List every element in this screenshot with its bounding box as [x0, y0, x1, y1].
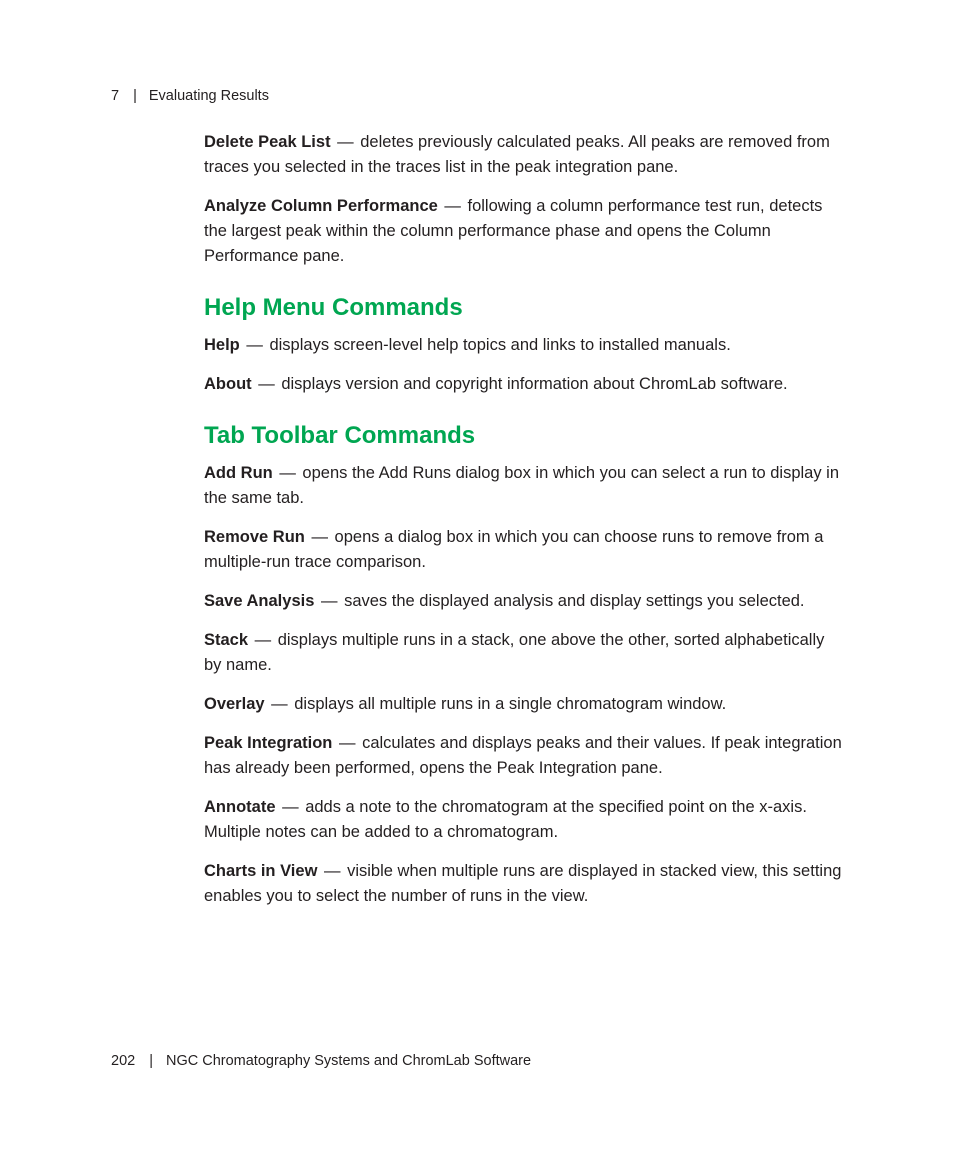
command-description: adds a note to the chromatogram at the specified point on the x-axis. Multiple notes can be added to a chromatogram. [204, 798, 807, 841]
section-heading-help-menu: Help Menu Commands [204, 294, 463, 321]
command-term: Analyze Column Performance [204, 197, 438, 215]
command-entry-peak-integration [204, 731, 844, 781]
chapter-number: 7 [111, 88, 120, 104]
command-term: Save Analysis [204, 592, 315, 610]
running-footer [111, 1052, 531, 1070]
command-entry-delete-peak-list [204, 130, 844, 180]
em-dash: — [279, 464, 296, 482]
command-description: displays version and copyright information about ChromLab software. [281, 375, 788, 393]
book-title: NGC Chromatography Systems and ChromLab Software [165, 1053, 532, 1069]
command-term: Stack [204, 631, 249, 649]
command-description: displays screen-level help topics and links to installed manuals. [269, 336, 731, 354]
command-description: opens the Add Runs dialog box in which you can select a run to display in the same tab. [204, 464, 840, 507]
em-dash: — [258, 375, 275, 393]
em-dash: — [320, 592, 338, 610]
command-entry-save-analysis [204, 589, 844, 614]
command-description: calculates and displays peaks and their values. If peak integration has already been performed, opens the Peak Integration pane. [204, 734, 842, 777]
command-entry-help [204, 333, 844, 358]
command-term: Charts in View [204, 862, 318, 880]
command-entry-overlay [204, 692, 844, 717]
command-entry-remove-run [204, 525, 844, 575]
footer-separator: | [149, 1053, 153, 1069]
command-term: Annotate [204, 798, 276, 816]
command-description: following a column performance test run, detects the largest peak within the column performance phase and opens the Column Performance pane. [204, 197, 823, 265]
command-term: Remove Run [204, 528, 305, 546]
em-dash: — [338, 734, 356, 752]
command-entry-analyze-column-performance [204, 194, 844, 269]
command-entry-add-run [204, 461, 844, 511]
command-term: Overlay [204, 695, 265, 713]
command-entry-charts-in-view [204, 859, 844, 909]
running-header [111, 87, 269, 105]
chapter-title: Evaluating Results [148, 88, 269, 104]
command-entry-stack [204, 628, 844, 678]
command-description: deletes previously calculated peaks. All peaks are removed from traces you selected in the traces list in the peak integration pane. [204, 133, 830, 176]
command-description: displays all multiple runs in a single chromatogram window. [294, 695, 727, 713]
em-dash: — [337, 133, 354, 151]
header-separator: | [133, 88, 137, 104]
command-entry-annotate [204, 795, 844, 845]
command-description: displays multiple runs in a stack, one above the other, sorted alphabetically by name. [204, 631, 825, 674]
command-entry-about [204, 372, 844, 397]
command-term: Help [204, 336, 240, 354]
em-dash: — [271, 695, 288, 713]
em-dash: — [311, 528, 328, 546]
em-dash: — [444, 197, 461, 215]
em-dash: — [254, 631, 272, 649]
command-description: saves the displayed analysis and display settings you selected. [344, 592, 805, 610]
command-term: Peak Integration [204, 734, 333, 752]
command-description: opens a dialog box in which you can choose runs to remove from a multiple-run trace comparison. [204, 528, 824, 571]
em-dash: — [282, 798, 299, 816]
page-number: 202 [111, 1053, 136, 1069]
section-heading-tab-toolbar: Tab Toolbar Commands [204, 422, 476, 449]
command-description: visible when multiple runs are displayed in stacked view, this setting enables you to select the number of runs in the view. [204, 862, 842, 905]
command-term: Delete Peak List [204, 133, 331, 151]
em-dash: — [246, 336, 263, 354]
command-term: About [204, 375, 252, 393]
page-content [204, 130, 844, 923]
command-term: Add Run [204, 464, 273, 482]
em-dash: — [324, 862, 341, 880]
